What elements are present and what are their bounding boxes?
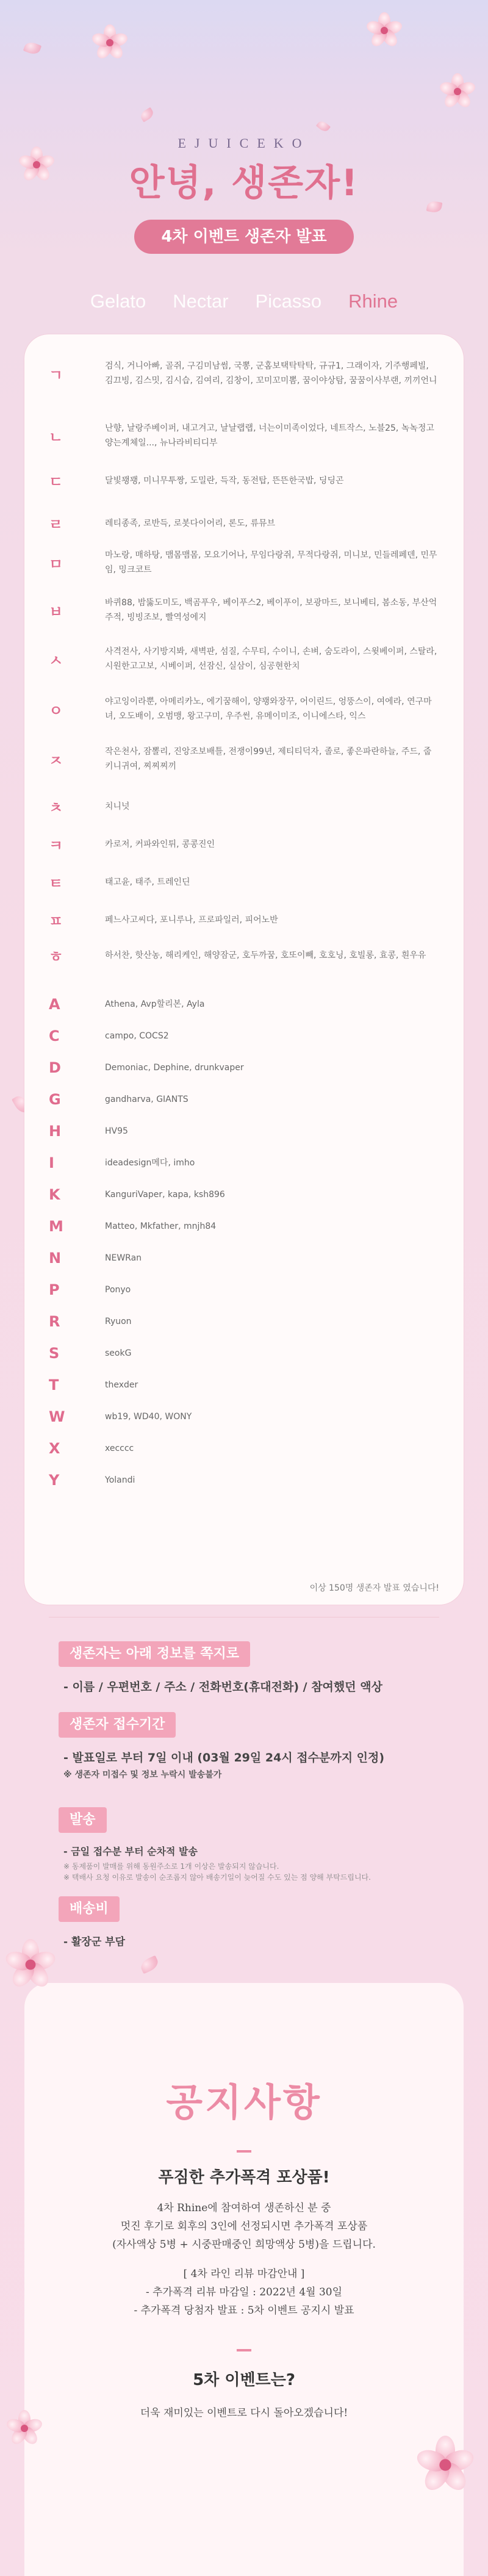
info-text: - 이름 / 우편번호 / 주소 / 전화번호(휴대전화) / 참여했던 액상 (63, 1680, 382, 1694)
list-item (49, 1027, 439, 1045)
section-tag: 생존자는 아래 정보를 쪽지로 (59, 1641, 250, 1667)
survivor-names: 카로저, 커파와인튀, 콩콩진인 (105, 839, 215, 849)
list-total-note: 이상 150명 생존자 발표 였습니다! (309, 1583, 439, 1593)
tab-gelato: Gelato (90, 290, 146, 312)
notice-text: 더욱 재미있는 이벤트로 다시 돌아오겠습니다! (140, 2407, 348, 2419)
notice-text: (자사액상 5병 + 시중판매중인 희망액상 5병)을 드립니다. (112, 2239, 376, 2251)
index-letter: X (49, 1440, 60, 1457)
survivor-names: 난향, 날랑주베이퍼, 내고겨고, 날날랩랩, 너는이미족이었다, 네트작스, 노블25, 녹녹정고양는계체일..., 뉴나라비티디부 (105, 423, 434, 448)
notice-text: [ 4차 라인 리뷰 마감안내 ] (183, 2268, 305, 2280)
list-item (49, 833, 439, 855)
info-text: - 활장군 부담 (63, 1936, 126, 1948)
accent-dash (237, 2150, 251, 2153)
list-item (49, 1472, 439, 1489)
section-tag: 생존자 접수기간 (59, 1712, 176, 1738)
survivor-names: 태고윤, 태주, 트레인딘 (105, 877, 190, 887)
notice-title: 공지사항 (166, 2080, 322, 2124)
index-letter: W (49, 1408, 65, 1425)
survivor-names: NEWRan (105, 1253, 142, 1263)
survivor-names: Ryuon (105, 1317, 132, 1326)
index-letter: ㅋ (49, 837, 63, 854)
survivor-names: thexder (105, 1380, 138, 1390)
survivor-names: 달빛꽹꽹, 미니무투짱, 도밀란, 득작, 동전탑, 뜬뜬한국밥, 딩딩곤 (105, 475, 344, 486)
survivor-names: Demoniac, Dephine, drunkvaper (105, 1063, 244, 1073)
info-text: - 발표일로 부터 7일 이내 (03월 29일 24시 접수분까지 인정) (63, 1751, 385, 1765)
notice-heading: 5차 이벤트는? (193, 2371, 295, 2389)
cherry-blossom-icon (92, 24, 128, 61)
index-letter: R (49, 1313, 60, 1330)
survivor-names: 마노랑, 매하탕, 맴몸맴몸, 모요기어나, 무임다랑쥐, 무적다랑쥐, 미니보, 민들레페덴, 민무임, 밍크코트 (105, 550, 437, 575)
list-item (49, 1154, 439, 1171)
list-item (49, 1313, 439, 1330)
survivor-names: 검식, 거니아빠, 골쥐, 구김미남썸, 국뽕, 군홈보택탁탁탁, 규규1, 그래이자, 기주행페빌, 김끄빙, 김스밋, 김시습, 김여리, 김창이, 꼬미꼬미뽐, 꿈이야상탐, 꿈꿈이사부랜, 끼끼언니 (105, 361, 437, 386)
info-note: ※ 택배사 요청 이유로 발송이 순조롭지 않아 배송기일이 늦어질 수도 있는 점 양해 부탁드립니다. (63, 1873, 371, 1882)
cherry-blossom-icon (439, 73, 476, 110)
index-letter: T (49, 1376, 59, 1394)
index-letter: ㅎ (49, 948, 63, 965)
list-item (49, 1408, 439, 1425)
index-letter: K (49, 1186, 60, 1203)
section-tag: 발송 (59, 1807, 107, 1833)
survivor-names: 작은천사, 잠뽈리, 진앙조보배틀, 전쟁이99년, 제티티덕자, 졸로, 좋은파란하늘, 주드, 줍키니귀여, 찌찌찌끼 (105, 747, 432, 771)
list-item (49, 796, 439, 817)
survivor-names: gandharva, GIANTS (105, 1095, 188, 1104)
list-item (49, 1091, 439, 1108)
list-item (49, 1123, 439, 1140)
index-letter: ㅍ (49, 913, 63, 930)
survivor-names: 사격전사, 사기방지봐, 새벽판, 섬질, 수무티, 수이니, 손벼, 숨도라이, 스윗베이퍼, 스탈라, 시원한고고보, 시베이퍼, 선잠신, 실삼이, 심공현한치 (105, 647, 437, 671)
index-letter: ㅇ (49, 702, 63, 719)
survivor-names: Yolandi (105, 1475, 135, 1485)
list-item (49, 595, 439, 625)
index-letter: ㄷ (49, 473, 63, 491)
page-title: 안녕, 생존자! (129, 162, 359, 204)
list-item (49, 871, 439, 893)
index-letter: I (49, 1154, 54, 1171)
survivor-names: HV95 (105, 1126, 128, 1136)
brand-name: EJUICEKO (178, 135, 310, 151)
list-item (49, 744, 439, 774)
info-text: - 금일 접수분 부터 순차적 발송 (63, 1846, 198, 1857)
survivor-names: ideadesign메다, imho (105, 1158, 195, 1168)
index-letter: ㅊ (49, 799, 63, 816)
index-letter: P (49, 1281, 60, 1298)
list-item (49, 1440, 439, 1457)
list-item (49, 944, 439, 966)
index-letter: ㅌ (49, 875, 63, 892)
index-letter: Y (49, 1472, 60, 1489)
list-item (49, 1376, 439, 1394)
list-item (49, 1250, 439, 1267)
survivor-names: xecccc (105, 1444, 134, 1453)
petal-decoration (138, 1955, 160, 1974)
list-item (49, 996, 439, 1013)
index-letter: S (49, 1345, 60, 1362)
survivor-names: 페느사고씨다, 포니루나, 프로파일러, 피어노반 (105, 915, 278, 925)
survivor-names: 바퀴88, 밤뚫도미도, 백곰푸우, 베이푸스2, 베이푸이, 보광마드, 보니베티, 봄소동, 부산억주적, 빙빙조보, 빨역성에지 (105, 598, 437, 622)
index-letter: A (49, 996, 60, 1013)
section-tag: 배송비 (59, 1896, 120, 1922)
info-note: ※ 생존자 미접수 및 정보 누락시 발송불가 (63, 1770, 222, 1780)
index-letter: G (49, 1091, 61, 1108)
list-item (49, 470, 439, 491)
list-item (49, 1186, 439, 1203)
list-item (49, 359, 439, 388)
survivor-names: seokG (105, 1348, 132, 1358)
index-letter: N (49, 1250, 62, 1267)
list-item (49, 1059, 439, 1076)
index-letter: C (49, 1027, 60, 1045)
index-letter: ㅂ (49, 603, 63, 621)
list-item (49, 548, 439, 577)
flavor-tabs (0, 290, 488, 312)
survivor-names: Ponyo (105, 1285, 131, 1295)
survivor-names: KanguriVaper, kapa, ksh896 (105, 1190, 225, 1200)
cherry-blossom-icon (416, 2436, 475, 2494)
list-item (49, 513, 439, 534)
index-letter: D (49, 1059, 61, 1076)
list-item (49, 694, 439, 724)
subtitle-badge: 4차 이벤트 생존자 발표 (134, 220, 354, 254)
cherry-blossom-icon (5, 1939, 56, 1990)
list-item (49, 1218, 439, 1235)
survivor-names: 하서찬, 핫산농, 해리케인, 해양잠군, 호두까꿈, 호또이빼, 호호닝, 호빌롱, 효콩, 흰우유 (105, 950, 426, 960)
index-letter: M (49, 1218, 63, 1235)
notice-text: - 추가폭격 리뷰 마감일 : 2022년 4월 30일 (145, 2286, 343, 2298)
notice-text: - 추가폭격 당첨자 발표 : 5차 이벤트 공지시 발표 (134, 2304, 354, 2317)
hero-header (0, 0, 488, 329)
index-letter: H (49, 1123, 62, 1140)
list-item (49, 644, 439, 674)
index-letter: ㅅ (49, 652, 63, 669)
notice-text: 4차 Rhine에 참여하여 생존하신 분 중 (157, 2202, 331, 2214)
accent-dash (237, 2349, 251, 2351)
survivor-names: campo, COCS2 (105, 1031, 169, 1041)
notice-text: 멋진 후기로 회후의 3인에 선정되시면 추가폭격 포상품 (120, 2220, 368, 2232)
notice-heading: 푸짐한 추가폭격 포상품! (158, 2168, 330, 2187)
cherry-blossom-icon (366, 12, 403, 49)
info-note: ※ 동제품이 발매를 위해 동원주소로 1개 이상은 발송되지 않습니다. (63, 1862, 279, 1871)
list-item (49, 1345, 439, 1362)
survivor-list-card (24, 334, 464, 1605)
index-letter: ㄱ (49, 366, 63, 384)
survivor-names: Athena, Avp할리본, Ayla (105, 999, 205, 1009)
list-item (49, 909, 439, 930)
tab-nectar: Nectar (173, 290, 229, 312)
list-item (49, 1281, 439, 1298)
survivor-names: 치니넛 (105, 801, 130, 811)
tab-picasso: Picasso (255, 290, 322, 312)
survivor-names: Matteo, Mkfather, mnjh84 (105, 1221, 217, 1231)
list-item (49, 421, 439, 450)
index-letter: ㄹ (49, 516, 63, 533)
tab-rhine: Rhine (348, 290, 398, 312)
index-letter: ㅁ (49, 555, 63, 573)
index-letter: ㄴ (49, 428, 63, 446)
survivor-names: 레티종족, 로반득, 로봇다이어리, 론도, 류뮤브 (105, 518, 276, 528)
survivor-names: 야고잉이라뿐, 아메리카노, 에기꿈해이, 양꽹와장꾸, 어이린드, 엉뚱스이, 여에라, 연구마녀, 오도배이, 오범맹, 왕고구미, 우주썬, 유메이미조, 이니에스타, 익스 (105, 697, 432, 721)
survivor-names: wb19, WD40, WONY (105, 1412, 192, 1422)
index-letter: ㅈ (49, 752, 63, 769)
